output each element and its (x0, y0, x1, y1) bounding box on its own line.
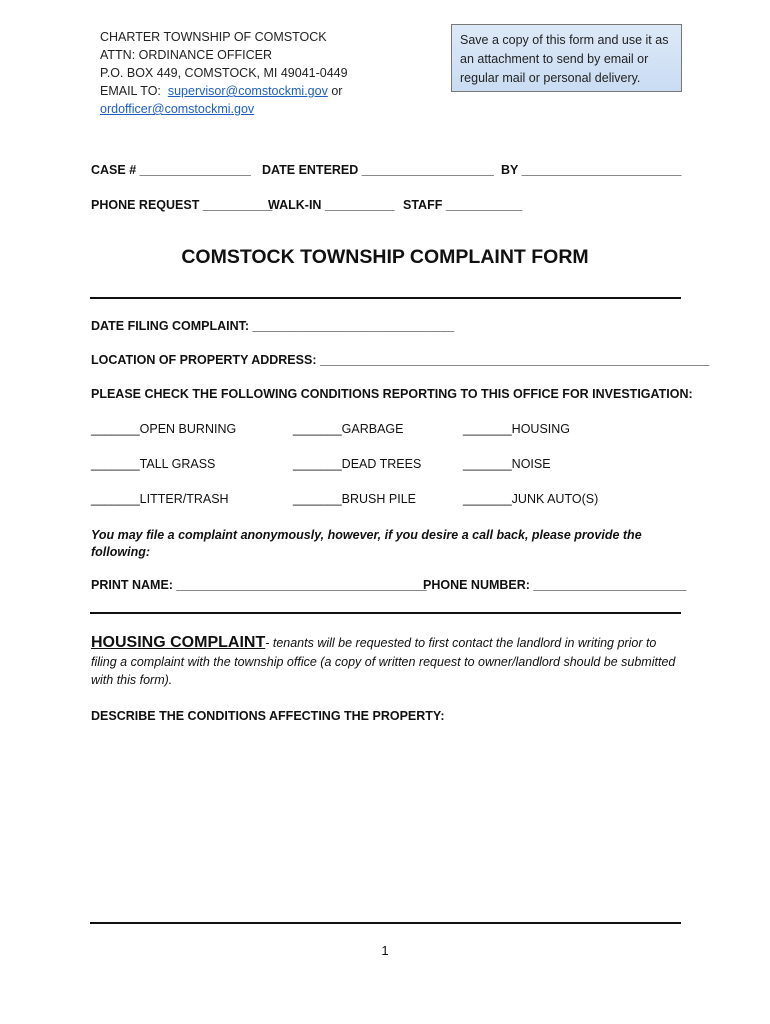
housing-complaint-section (91, 634, 681, 690)
ordofficer-email-link[interactable]: ordofficer@comstockmi.gov (100, 102, 255, 116)
condition-brush-pile[interactable]: _______BRUSH PILE (293, 492, 416, 506)
address-line-2: ATTN: ORDINANCE OFFICER (100, 48, 272, 62)
case-number-field[interactable]: CASE # ________________ (91, 163, 251, 177)
phone-request-field[interactable]: PHONE REQUEST __________ (91, 198, 273, 212)
condition-noise[interactable]: _______NOISE (463, 457, 551, 471)
condition-open-burning[interactable]: _______OPEN BURNING (91, 422, 237, 436)
email-or: or (331, 84, 343, 98)
save-copy-note: Save a copy of this form and use it as an attachment to send by email or regular mail or personal delivery. (451, 24, 682, 92)
walk-in-field[interactable]: WALK-IN __________ (268, 198, 395, 212)
date-entered-field[interactable]: DATE ENTERED ___________________ (262, 163, 494, 177)
email-line (100, 82, 348, 100)
divider-top (90, 297, 681, 299)
staff-field[interactable]: STAFF ___________ (403, 198, 523, 212)
date-filing-field[interactable]: DATE FILING COMPLAINT: _____________________________ (91, 319, 455, 333)
describe-conditions-label: DESCRIBE THE CONDITIONS AFFECTING THE PROPERTY: (91, 709, 445, 723)
housing-complaint-text: - tenants will be requested to first contact the landlord in writing prior to filing a complaint with the township office (a copy of written request to owner/landlord should be submitted with this form). (91, 636, 676, 687)
condition-housing[interactable]: _______HOUSING (463, 422, 571, 436)
divider-bottom (90, 922, 681, 924)
form-title: COMSTOCK TOWNSHIP COMPLAINT FORM (181, 246, 589, 268)
condition-dead-trees[interactable]: _______DEAD TREES (293, 457, 422, 471)
email-prefix: EMAIL TO: (100, 84, 161, 98)
property-address-field[interactable]: LOCATION OF PROPERTY ADDRESS: ________________________________________________________ (91, 353, 710, 367)
mailing-address (100, 28, 348, 118)
supervisor-email-link[interactable]: supervisor@comstockmi.gov (167, 84, 328, 98)
condition-garbage[interactable]: _______GARBAGE (293, 422, 404, 436)
address-line-1: CHARTER TOWNSHIP OF COMSTOCK (100, 30, 327, 44)
condition-litter-trash[interactable]: _______LITTER/TRASH (91, 492, 229, 506)
divider-middle (90, 612, 681, 614)
condition-tall-grass[interactable]: _______TALL GRASS (91, 457, 216, 471)
anonymous-note: You may file a complaint anonymously, however, if you desire a call back, please provide the following: (91, 528, 642, 559)
check-instruction: PLEASE CHECK THE FOLLOWING CONDITIONS REPORTING TO THIS OFFICE FOR INVESTIGATION: (91, 387, 693, 401)
print-name-field[interactable]: PRINT NAME: ____________________________________ (91, 578, 427, 592)
page-number: 1 (381, 943, 389, 958)
describe-conditions-area[interactable] (91, 730, 681, 918)
condition-junk-autos[interactable]: _______JUNK AUTO(S) (463, 492, 599, 506)
by-field[interactable]: BY _______________________ (501, 163, 682, 177)
housing-complaint-heading: HOUSING COMPLAINT (91, 634, 266, 651)
address-line-3: P.O. BOX 449, COMSTOCK, MI 49041-0449 (100, 66, 348, 80)
phone-number-field[interactable]: PHONE NUMBER: ______________________ (423, 578, 687, 592)
